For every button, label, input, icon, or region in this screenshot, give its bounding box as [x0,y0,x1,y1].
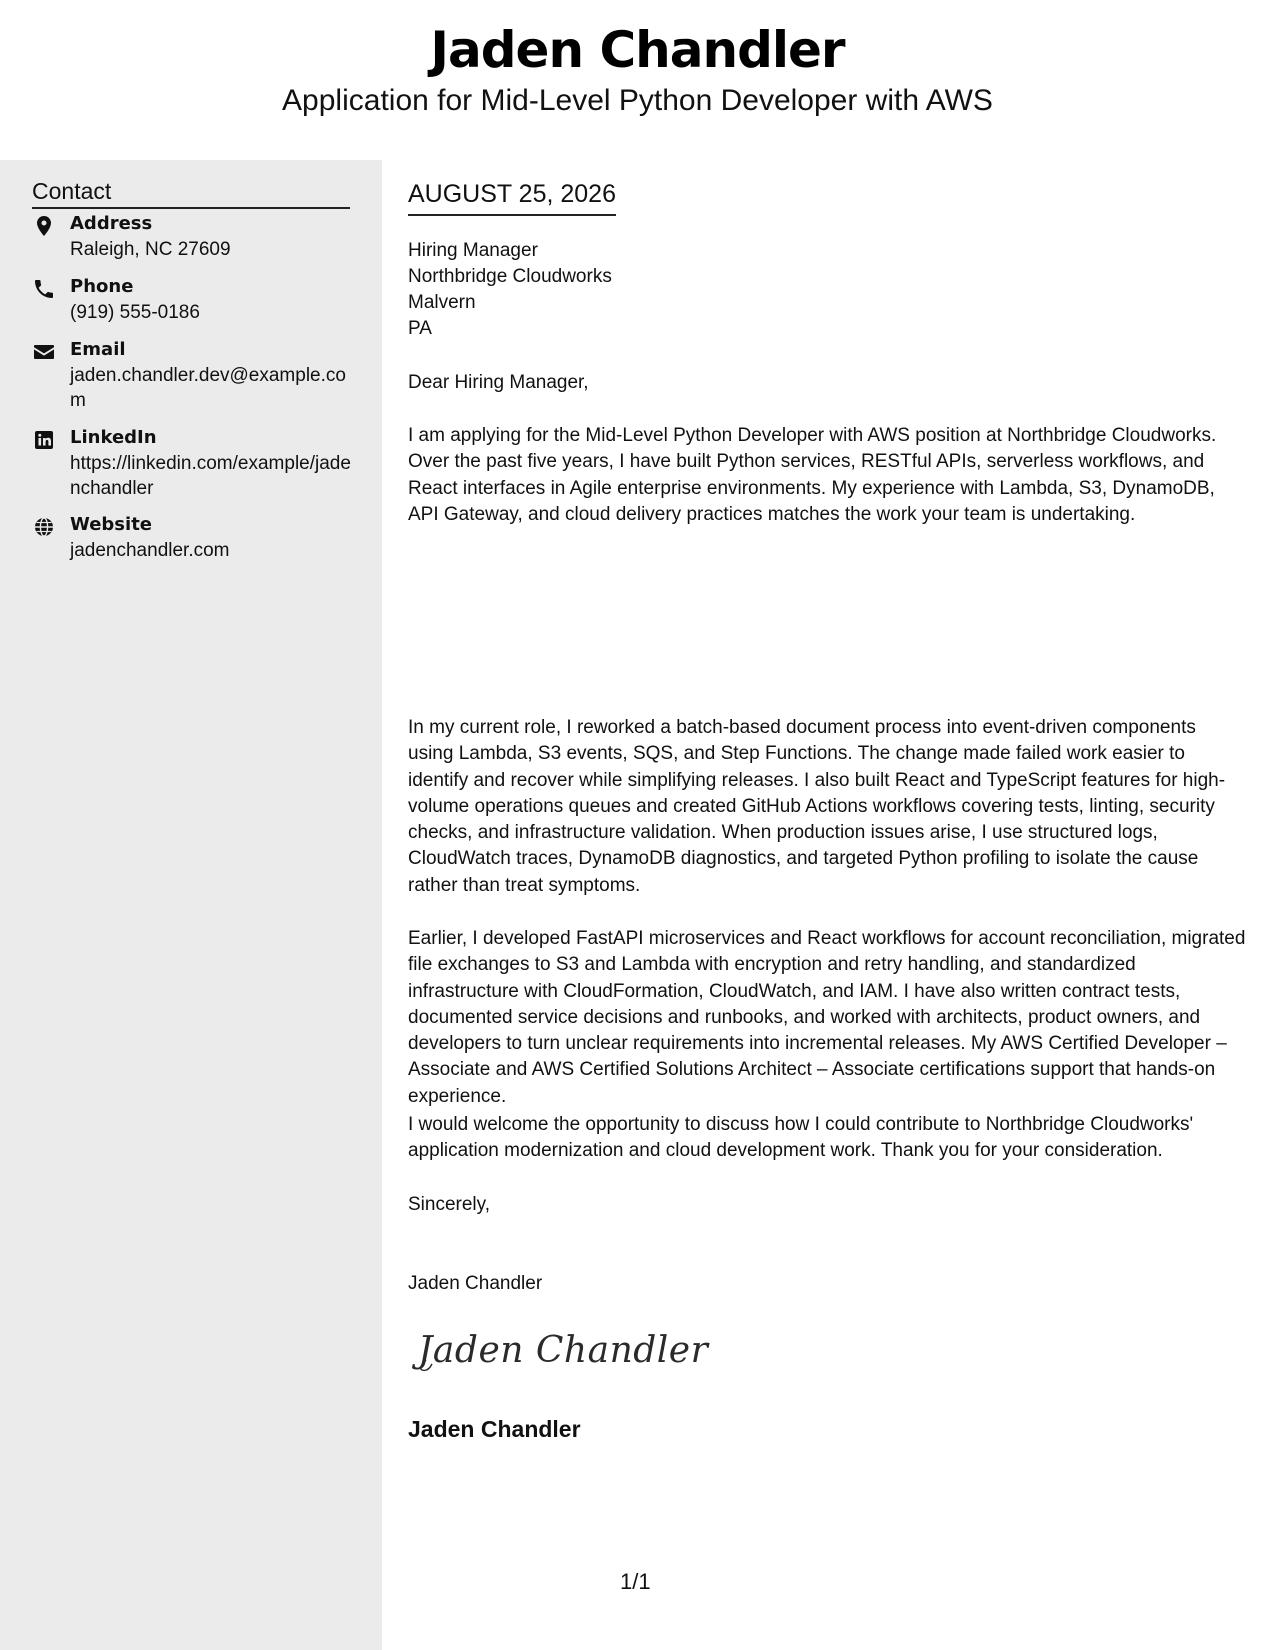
email-value: jaden.chandler.dev@example.com [70,365,346,411]
recipient-line: Northbridge Cloudworks [408,266,612,287]
signature-glyphs: Jaden Chandler [418,1330,709,1371]
linkedin-value: https://linkedin.com/example/jadenchandler [70,453,351,499]
signature-name: Jaden Chandler [408,1416,581,1442]
website-value: jadenchandler.com [70,540,230,561]
application-subtitle: Application for Mid-Level Python Developer with AWS [282,84,993,117]
phone-label: Phone [70,276,134,297]
closing-name: Jaden Chandler [408,1273,543,1294]
recipient-line: Hiring Manager [408,240,538,261]
email-label: Email [70,339,126,360]
contact-sidebar [0,160,382,1650]
recipient-line: PA [408,318,432,339]
letter-header [0,0,1275,160]
recipient-block [408,238,612,342]
handwritten-signature [414,1320,709,1378]
linkedin-icon [32,428,56,452]
body-paragraph: In my current role, I reworked a batch-based document process into event-driven components using Lambda, S3 events, SQS, and Step Functions. The change made failed work easier to identify and recover while simplifying releases. I also built React and TypeScript features for high-volume operations queues and created GitHub Actions workflows covering tests, linting, security checks, and infrastructure validation. When production issues arise, I use structured logs, CloudWatch traces, DynamoDB diagnostics, and targeted Python profiling to isolate the cause rather than treat symptoms. [408,717,1226,896]
body-paragraph: Earlier, I developed FastAPI microservices and React workflows for account reconciliation, migrated file exchanges to S3 and Lambda with encryption and retry handling, and standardized infrastructure with CloudFormation, CloudWatch, and IAM. I have also written contract tests, documented service decisions and runbooks, and worked with architects, product owners, and developers to turn unclear requirements into incremental releases. My AWS Certified Developer – Associate and AWS Certified Solutions Architect – Associate certifications support that hands-on experience. [408,928,1246,1107]
letter-date: AUGUST 25, 2026 [408,178,616,216]
recipient-line: Malvern [408,292,476,313]
page-number: 1/1 [620,1569,651,1594]
applicant-name: Jaden Chandler [430,21,845,79]
website-label: Website [70,514,153,535]
address-value: Raleigh, NC 27609 [70,239,231,260]
envelope-icon [32,340,56,364]
globe-icon [32,515,56,539]
contact-section-title: Contact [32,176,350,209]
phone-value: (919) 555-0186 [70,302,200,323]
body-paragraph: I would welcome the opportunity to discuss how I could contribute to Northbridge Cloudworks' application modernization and cloud development work. Thank you for your consideration. [408,1114,1194,1162]
map-pin-icon [32,214,56,238]
salutation: Dear Hiring Manager, [408,372,589,393]
body-paragraph: I am applying for the Mid-Level Python Developer with AWS position at Northbridge Cloudworks. Over the past five years, I have built Python services, RESTful APIs, serverless workflows, and React interfaces in Agile enterprise environments. My experience with Lambda, S3, DynamoDB, API Gateway, and cloud delivery practices matches the work your team is undertaking. [408,425,1217,525]
phone-icon [32,277,56,301]
address-label: Address [70,213,153,234]
linkedin-label: LinkedIn [70,427,157,448]
closing: Sincerely, [408,1194,491,1215]
